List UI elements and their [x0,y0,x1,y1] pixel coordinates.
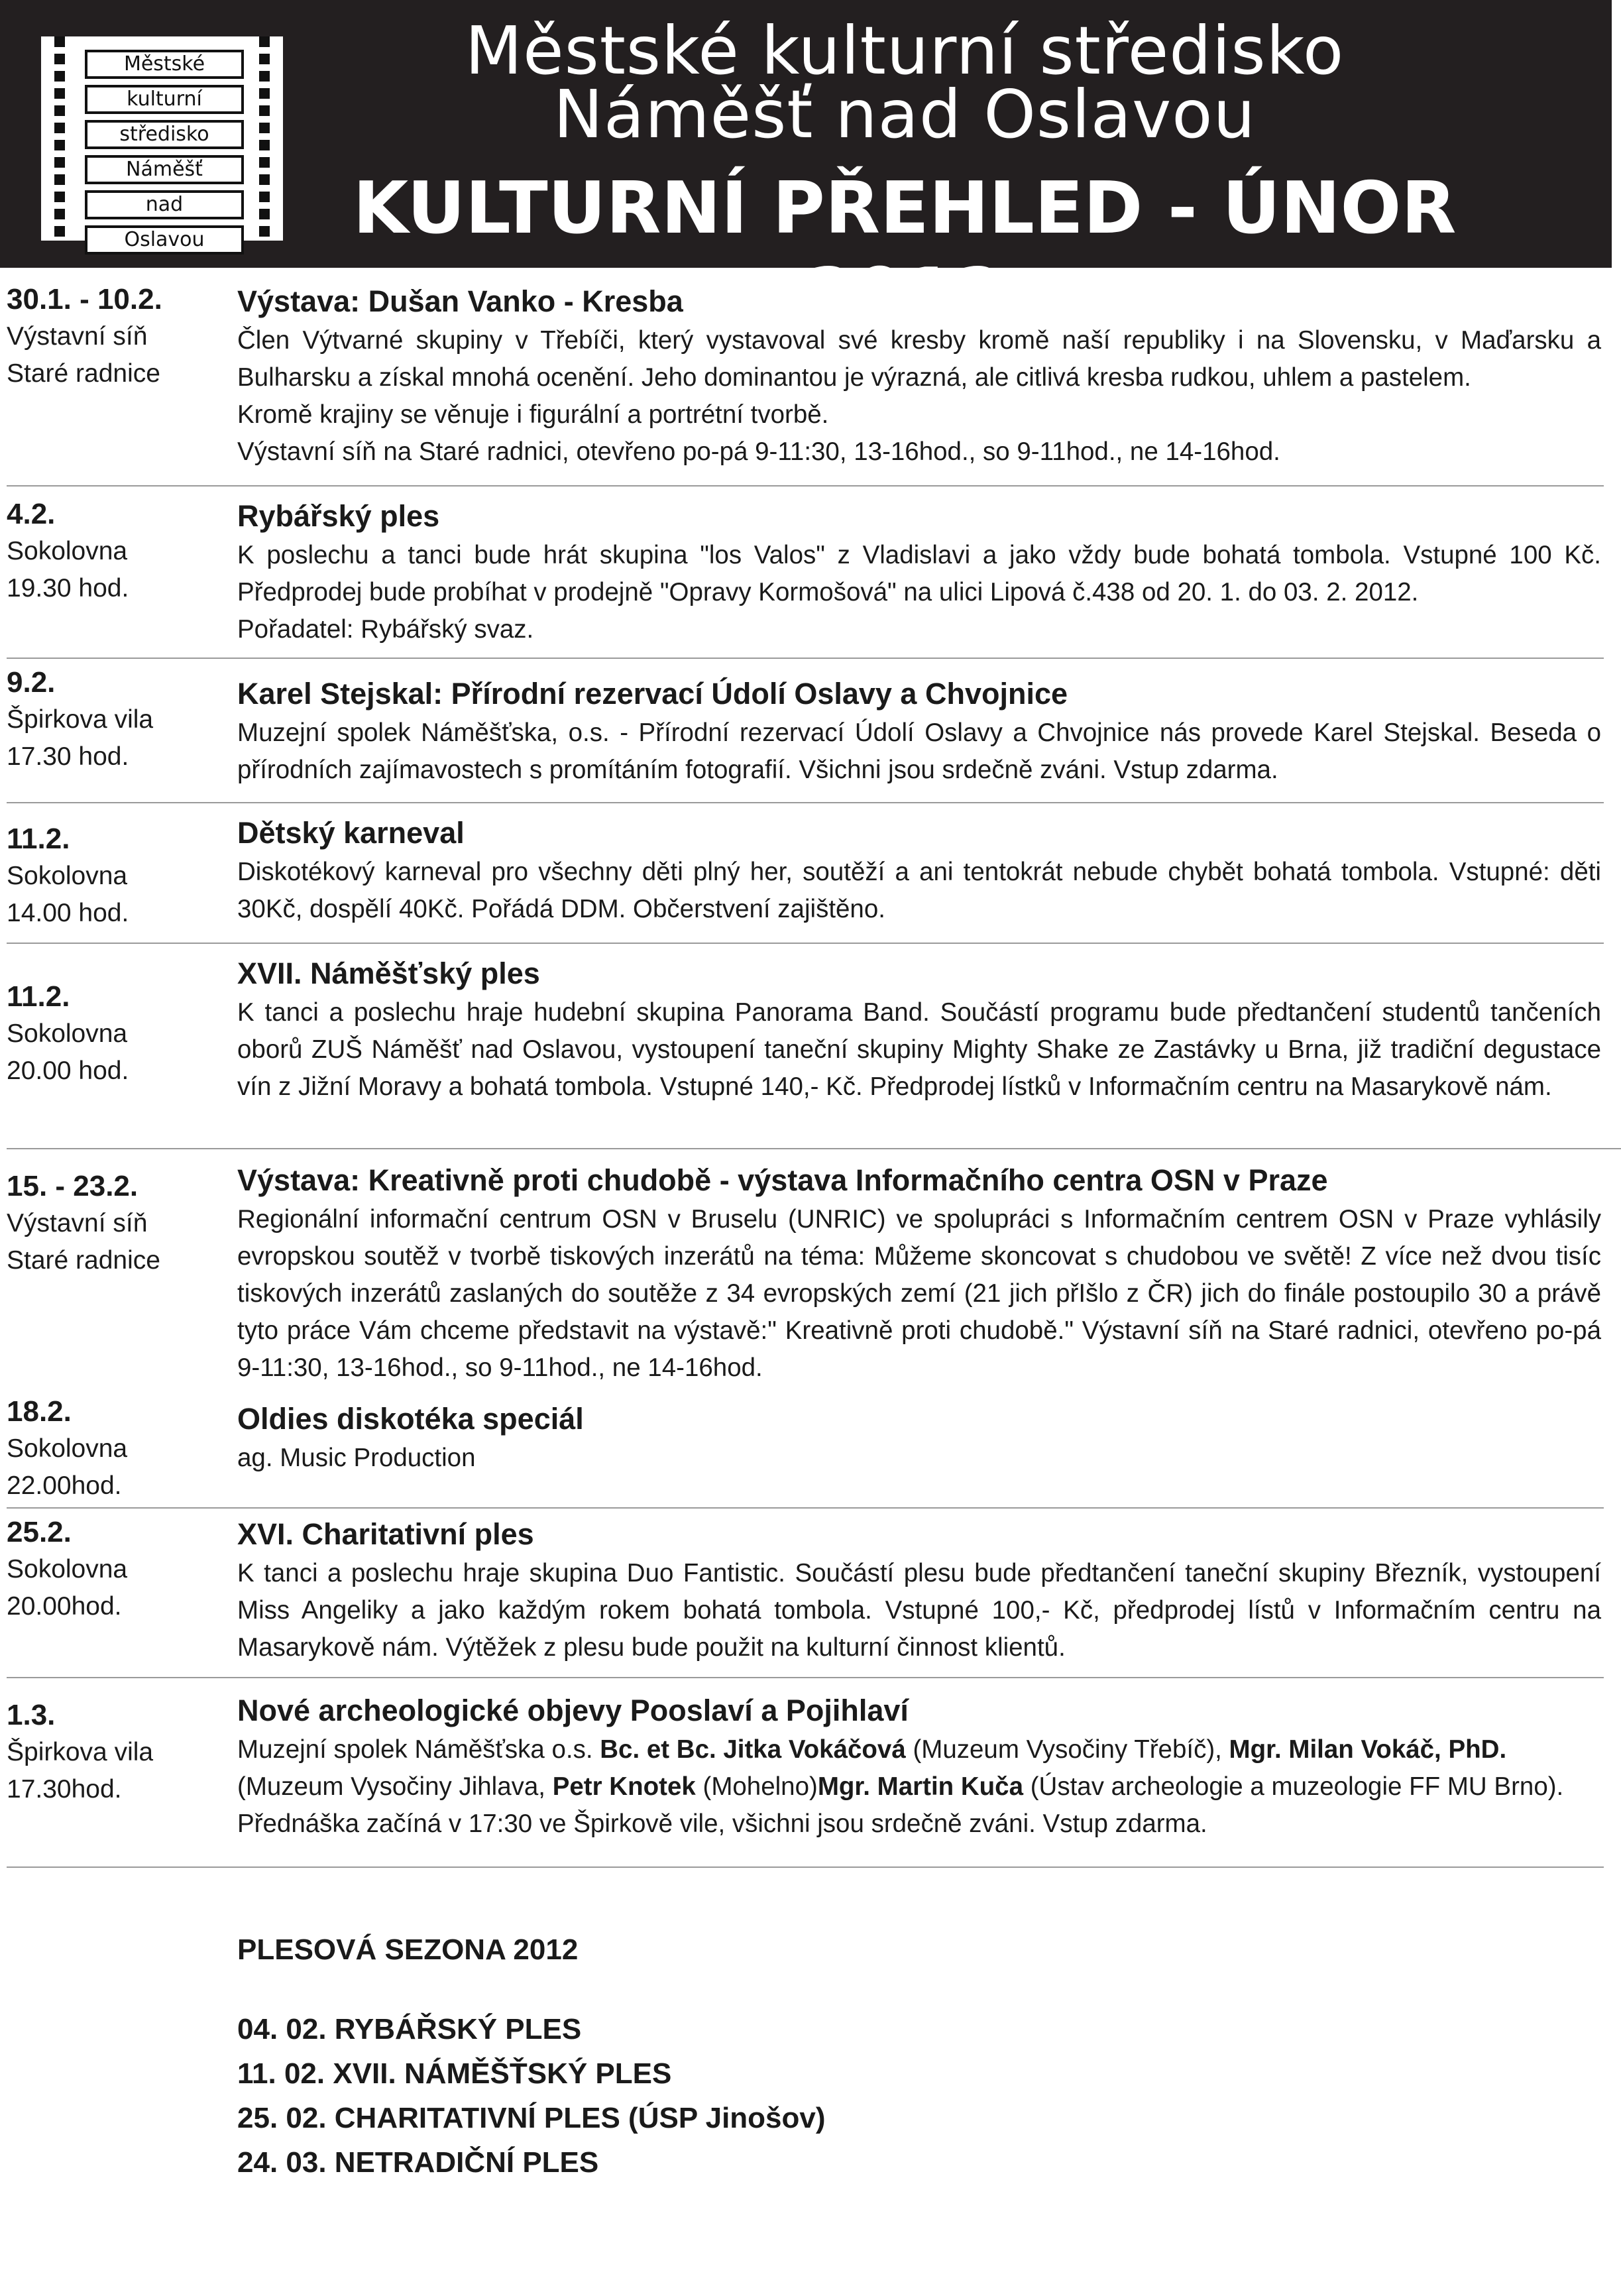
text-run: (Mohelno) [695,1772,818,1801]
event-body [237,1690,1601,1843]
event-date: 9.2. [7,666,56,699]
event-body [237,1399,1601,1477]
event-place-detail: 22.00hod. [7,1471,122,1500]
event-when-where [7,1160,225,1279]
speaker-name: Mgr. Martin Kuča [817,1772,1024,1801]
event-place: Špirkova vila [7,1738,154,1766]
logo-bars-right [259,36,270,241]
event-place-detail: 19.30 hod. [7,574,129,603]
event-organizer: Pořadatel: Rybářský svaz. [237,615,534,644]
event-title: Dětský karneval [237,816,465,850]
event-when-where [7,813,225,932]
event-place-detail: Staré radnice [7,359,160,388]
ball-season-item: 24. 03. NETRADIČNÍ PLES [237,2146,599,2179]
organization-town: Náměšť nad Oslavou [553,76,1256,153]
event-when-where [7,1514,225,1625]
event-date: 15. - 23.2. [7,1170,139,1202]
text-run: (Ústav archeologie a muzeologie FF MU Brno). Přednáška začíná v 17:30 ve Špirkově vile, všichni jsou srdečně zváni. Vstup zdarma. [237,1772,1564,1838]
ball-season-heading: PLESOVÁ SEZONA 2012 [237,1933,579,1966]
speaker-name: Petr Knotek [552,1772,696,1801]
speaker-name: Mgr. Milan Vokáč, PhD. [1229,1735,1507,1764]
event-title: Nové archeologické objevy Pooslaví a Pojihlaví [237,1693,909,1727]
event-place-detail: 17.30 hod. [7,742,129,771]
event-place: Sokolovna [7,1555,128,1583]
event-body [237,496,1601,648]
event-title: Karel Stejskal: Přírodní rezervací Údolí Oslavy a Chvojnice [237,677,1068,711]
event-description [237,1731,1601,1843]
logo-line: Městské [85,50,244,79]
event-place: Sokolovna [7,1434,128,1463]
event-place-detail: 20.00 hod. [7,1057,129,1085]
event-when-where [7,1393,225,1505]
event-place-detail: 17.30hod. [7,1775,122,1804]
divider [7,1677,1604,1678]
event-place-detail: Staré radnice [7,1246,160,1275]
event-body [237,1160,1601,1387]
event-place: Špirkova vila [7,705,154,734]
divider [7,658,1604,659]
event-when-where [7,953,225,1090]
event-title: XVI. Charitativní ples [237,1517,534,1551]
ball-season-item: 25. 02. CHARITATIVNÍ PLES (ÚSP Jinošov) [237,2102,826,2134]
event-title: Výstava: Dušan Vanko - Kresba [237,284,683,318]
event-body [237,813,1601,928]
event-description: K tanci a poslechu hraje skupina Duo Fantistic. Součástí plesu bude předtančení taneční skupiny Březník, vystoupení Miss Angeliky a jako každým rokem bohatá tombola. Vstupné 100,- Kč, předprodej lístů v Informačním centru na Masarykově nám. Výtěžek z plesu bude použit na kulturní činnost klientů. [237,1559,1601,1662]
event-description-more: Kromě krajiny se věnuje i figurální a portrétní tvorbě. [237,400,829,429]
event-place: Sokolovna [7,862,128,890]
event-date: 18.2. [7,1395,72,1428]
event-description: Muzejní spolek Náměšťska, o.s. - Přírodní rezervací Údolí Oslavy a Chvojnice nás provede Karel Stejskal. Beseda o přírodních zajímavostech s promítáním fotografií. Všichni jsou srdečně zváni. Vstup zdarma. [237,718,1601,784]
event-title: Oldies diskotéka speciál [237,1402,584,1436]
text-run: Muzejní spolek Náměšťska o.s. [237,1735,600,1764]
event-title: Výstava: Kreativně proti chudobě - výstava Informačního centra OSN v Praze [237,1163,1328,1197]
page-title: KULTURNÍ PŘEHLED - ÚNOR 2012 [353,167,1457,336]
event-when-where [7,664,225,775]
event-title: XVII. Náměšťský ples [237,956,540,990]
event-opening-hours: Výstavní síň na Staré radnici, otevřeno po-pá 9-11:30, 13-16hod., so 9-11hod., ne 14-16hod. [237,437,1280,466]
divider [7,1866,1604,1868]
event-place-detail: 14.00 hod. [7,899,129,927]
text-run: (Muzeum Vysočiny Jihlava, [237,1772,553,1801]
event-place: Výstavní síň [7,322,148,351]
divider [7,485,1604,487]
text-run: (Muzeum Vysočiny Třebíč), [905,1735,1229,1764]
event-when-where [7,1690,225,1808]
event-body [237,953,1601,1106]
event-title: Rybářský ples [237,499,440,533]
event-date: 25.2. [7,1516,72,1548]
event-place: Výstavní síň [7,1209,148,1237]
speaker-name: Bc. et Bc. Jitka Vokáčová [600,1735,906,1764]
event-description: K tanci a poslechu hraje hudební skupina Panorama Band. Součástí programu bude předtančení studentů tančeních oborů ZUŠ Náměšť nad Oslavou, vystoupení taneční skupiny Mighty Shake ze Zastávky u Brna, již tradiční degustace vín z Jižní Moravy a bohatá tombola. Vstupné 140,- Kč. Předprodej lístků v Informačním centru na Masarykově nám. [237,998,1601,1101]
event-when-where [7,496,225,607]
ball-season-item: 04. 02. RYBÁŘSKÝ PLES [237,2013,582,2045]
event-body [237,281,1601,471]
event-date: 4.2. [7,498,56,530]
event-place: Sokolovna [7,1019,128,1048]
logo-line: středisko [85,120,244,149]
logo-line: Oslavou [85,225,244,255]
mks-logo [41,36,283,251]
event-body [237,1514,1601,1666]
logo-line: Náměšť [85,155,244,184]
event-place-detail: 20.00hod. [7,1592,122,1621]
event-when-where [7,281,225,392]
event-body [237,673,1601,789]
event-description: Diskotékový karneval pro všechny děti plný her, soutěží a ani tentokrát nebude chybět bohatá tombola. Vstupné: děti 30Kč, dospělí 40Kč. Pořádá DDM. Občerstvení zajištěno. [237,858,1601,923]
event-date: 1.3. [7,1699,56,1731]
event-date: 11.2. [7,823,70,855]
divider [7,802,1604,803]
event-date: 11.2. [7,980,70,1013]
organization-name: Městské kulturní středisko [465,12,1345,89]
divider [7,1507,1604,1509]
event-description: ag. Music Production [237,1444,476,1472]
divider [7,1148,1621,1149]
logo-line: kulturní [85,85,244,114]
ball-season-list [237,1929,1231,2185]
divider [7,943,1604,944]
event-date: 30.1. - 10.2. [7,283,162,316]
logo-bars-left [54,36,65,241]
event-place: Sokolovna [7,537,128,565]
event-description: Člen Výtvarné skupiny v Třebíči, který vystavoval své kresby kromě naší republiky i na Slovensku, v Maďarsku a Bulharsku a získal mnohá ocenění. Jeho dominantou je výrazná, ale citlivá kresba rudkou, uhlem a pastelem. [237,326,1601,392]
event-description: K poslechu a tanci bude hrát skupina "los Valos" z Vladislavi a jako vždy bude bohatá tombola. Vstupné 100 Kč. Předprodej bude probíhat v prodejně "Opravy Kormošová" na ulici Lipová č.438 od 20. 1. do 03. 2. 2012. [237,541,1601,606]
ball-season-item: 11. 02. XVII. NÁMĚŠŤSKÝ PLES [237,2057,672,2090]
event-description: Regionální informační centrum OSN v Bruselu (UNRIC) ve spolupráci s Informačním centrem OSN v Praze vyhlásily evropskou soutěž v tvorbě tiskových inzerátů na téma: Můžeme skoncovat s chudobou ve světě! Z více než dvou tisíc tiskových inzerátů zaslaných do soutěže z 34 evropských zemí (21 jich přIšlo z ČR) jich do finále postoupilo 30 a právě tyto práce Vám chceme představit na výstavě:" Kreativně proti chudobě." Výstavní síň na Staré radnici, otevřeno po-pá 9-11:30, 13-16hod., so 9-11hod., ne 14-16hod. [237,1205,1601,1382]
logo-line: nad [85,190,244,219]
